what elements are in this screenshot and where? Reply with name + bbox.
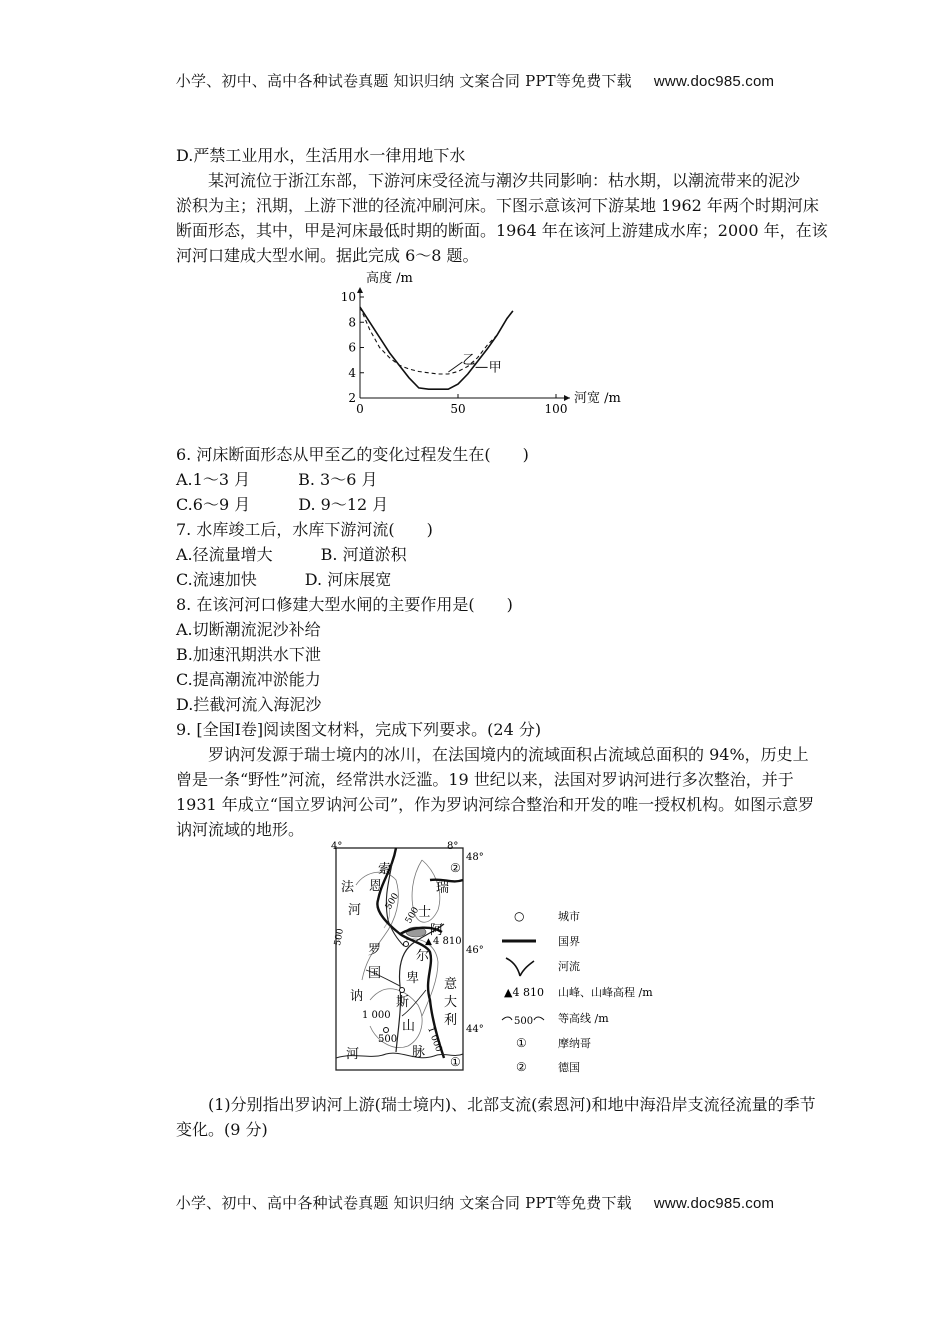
series-label-yi: 乙: [462, 353, 476, 369]
x-tick-label: 50: [450, 402, 466, 416]
lon-label-8: 8°: [447, 841, 459, 852]
city-marker: [404, 942, 409, 947]
x-tick-label: 0: [356, 402, 364, 416]
contour-label: 1 000: [362, 1010, 391, 1021]
legend-contour-left: [502, 1017, 512, 1020]
contour-label: 500: [403, 905, 422, 926]
map-char: 卑: [406, 971, 420, 986]
passage-line: 断面形态，其中，甲是河床最低时期的断面。1964 年在该河上游建成水库；2000 年，在该: [176, 221, 828, 240]
map-char: 意: [444, 977, 458, 992]
legend-contour-label: 等高线 /m: [558, 1012, 609, 1025]
question-9-part-1: [176, 1092, 816, 1142]
y-tick-label: 4: [348, 365, 356, 380]
germany-marker: ②: [450, 861, 461, 875]
lat-label-48: 48°: [466, 852, 484, 863]
material-line: 曾是一条“野性”河流，经常洪水泛滥。19 世纪以来，法国对罗讷河进行多次整治，并于: [176, 770, 794, 789]
y-tick-label: 10: [340, 290, 356, 304]
map-char: 河: [346, 1047, 360, 1062]
legend-contour-symbol: 500: [514, 1016, 534, 1027]
footer-url[interactable]: www.doc985.com: [653, 1195, 775, 1212]
question-8-option-a: A.切断潮流泥沙补给: [176, 620, 321, 639]
questions-block: [176, 442, 815, 842]
legend-germany-symbol: ②: [516, 1060, 527, 1074]
map-char: 河: [348, 903, 362, 918]
map-char: 阿: [430, 923, 444, 938]
map-char: 大: [444, 995, 458, 1010]
legend-contour-right: [534, 1017, 544, 1020]
legend-peak-symbol: ▲4 810: [504, 986, 544, 999]
legend-border-label: 国界: [558, 935, 580, 948]
lat-label-44: 44°: [466, 1024, 484, 1035]
question-6-options-ab: A.1～3 月 B. 3～6 月: [176, 470, 378, 489]
page-footer: [0, 1192, 950, 1213]
monaco-marker: ①: [450, 1055, 461, 1069]
material-line: 1931 年成立“国立罗讷河公司”，作为罗讷河综合整治和开发的唯一授权机构。如图示意罗: [176, 795, 815, 814]
city-marker: [400, 988, 405, 993]
question-7: 7. 水库竣工后，水库下游河流( ): [176, 520, 433, 539]
series-label-jia: 甲: [488, 360, 502, 376]
intro-text: [176, 143, 828, 268]
map-char: 尔: [416, 949, 430, 964]
rhone-map-svg: [326, 840, 653, 1076]
x-tick-label: 100: [544, 402, 568, 416]
legend-peak-label: 山峰、山峰高程 /m: [558, 986, 653, 999]
question-6: 6. 河床断面形态从甲至乙的变化过程发生在( ): [176, 445, 529, 464]
legend-city-symbol: ○: [514, 909, 525, 923]
lon-label-4: 4°: [331, 841, 343, 852]
question-6-options-cd: C.6～9 月 D. 9～12 月: [176, 495, 389, 514]
contour-label: 500: [383, 891, 402, 912]
legend-city-label: 城市: [558, 910, 580, 923]
map-char: 索: [378, 862, 392, 877]
map-char: 恩: [369, 879, 383, 894]
map-char: 法: [341, 880, 355, 895]
question-9: 9. [全国Ⅰ卷]阅读图文材料，完成下列要求。(24 分): [176, 720, 542, 739]
header-url[interactable]: www.doc985.com: [653, 73, 775, 90]
map-char: 罗: [368, 943, 382, 958]
y-tick-label: 6: [348, 340, 356, 355]
footer-text: 小学、初中、高中各种试卷真题 知识归纳 文案合同 PPT等免费下载: [175, 1194, 632, 1212]
question-8-option-b: B.加速汛期洪水下泄: [176, 645, 321, 664]
y-tick-label: 2: [348, 391, 356, 405]
city-marker: [384, 1028, 389, 1033]
y-axis-label: 高度 /m: [366, 271, 413, 286]
map-char: 瑞: [436, 881, 450, 896]
q9-line: 变化。(9 分): [176, 1120, 268, 1139]
map-legend: [502, 909, 653, 1074]
passage-line: 某河流位于浙江东部，下游河床受径流与潮汐共同影响：枯水期，以潮流带来的泥沙: [208, 171, 801, 190]
map-char: 讷: [350, 989, 364, 1004]
map-char: 斯: [396, 995, 410, 1010]
question-8-option-d: D.拦截河流入海泥沙: [176, 695, 322, 714]
passage-line: 河河口建成大型水闸。据此完成 6～8 题。: [176, 246, 479, 265]
legend-germany-label: 德国: [558, 1061, 580, 1074]
contour-label: 1 000: [425, 1025, 444, 1054]
legend-monaco-symbol: ①: [516, 1036, 527, 1050]
legend-river-label: 河流: [558, 960, 580, 973]
question-8-option-c: C.提高潮流冲淤能力: [176, 670, 321, 689]
legend-monaco-label: 摩纳哥: [558, 1037, 591, 1050]
y-tick-label: 8: [348, 315, 356, 330]
question-8: 8. 在该河河口修建大型水闸的主要作用是( ): [176, 595, 513, 614]
lat-label-46: 46°: [466, 945, 484, 956]
q9-line: (1)分别指出罗讷河上游(瑞士境内)、北部支流(索恩河)和地中海沿岸支流径流量的季节: [208, 1095, 816, 1114]
legend-river-symbol: [506, 958, 534, 976]
map-char: 脉: [412, 1045, 426, 1060]
question-7-options-cd: C.流速加快 D. 河床展宽: [176, 570, 392, 589]
series-line-jia: [360, 307, 513, 389]
cross-section-chart: [340, 268, 640, 418]
map-char: 山: [402, 1019, 416, 1034]
peak-elevation: 4 810: [433, 936, 462, 947]
header-text: 小学、初中、高中各种试卷真题 知识归纳 文案合同 PPT等免费下载: [175, 72, 632, 90]
contour-label: 500: [333, 927, 346, 947]
passage-line: 淤积为主；汛期，上游下泄的径流冲刷河床。下图示意该河下游某地 1962 年两个时期河床: [176, 196, 819, 215]
rhone-map: [326, 840, 653, 1076]
question-7-options-ab: A.径流量增大 B. 河道淤积: [176, 545, 407, 564]
material-line: 罗讷河发源于瑞士境内的冰川，在法国境内的流域面积占流域总面积的 94%，历史上: [208, 745, 809, 764]
cross-section-svg: [340, 268, 640, 418]
map-char: 士: [418, 905, 432, 920]
material-line: 讷河流域的地形。: [176, 820, 305, 839]
peak-triangle: ▲: [425, 937, 432, 947]
x-axis-arrow: [564, 395, 570, 401]
map-char: 利: [444, 1013, 458, 1028]
y-axis-arrow: [357, 287, 363, 293]
option-d-line: D.严禁工业用水，生活用水一律用地下水: [176, 146, 466, 165]
page-header: [0, 70, 950, 91]
x-axis-label: 河宽 /m: [574, 391, 621, 406]
map-char: 国: [368, 966, 382, 981]
contour-label: 500: [378, 1034, 398, 1045]
